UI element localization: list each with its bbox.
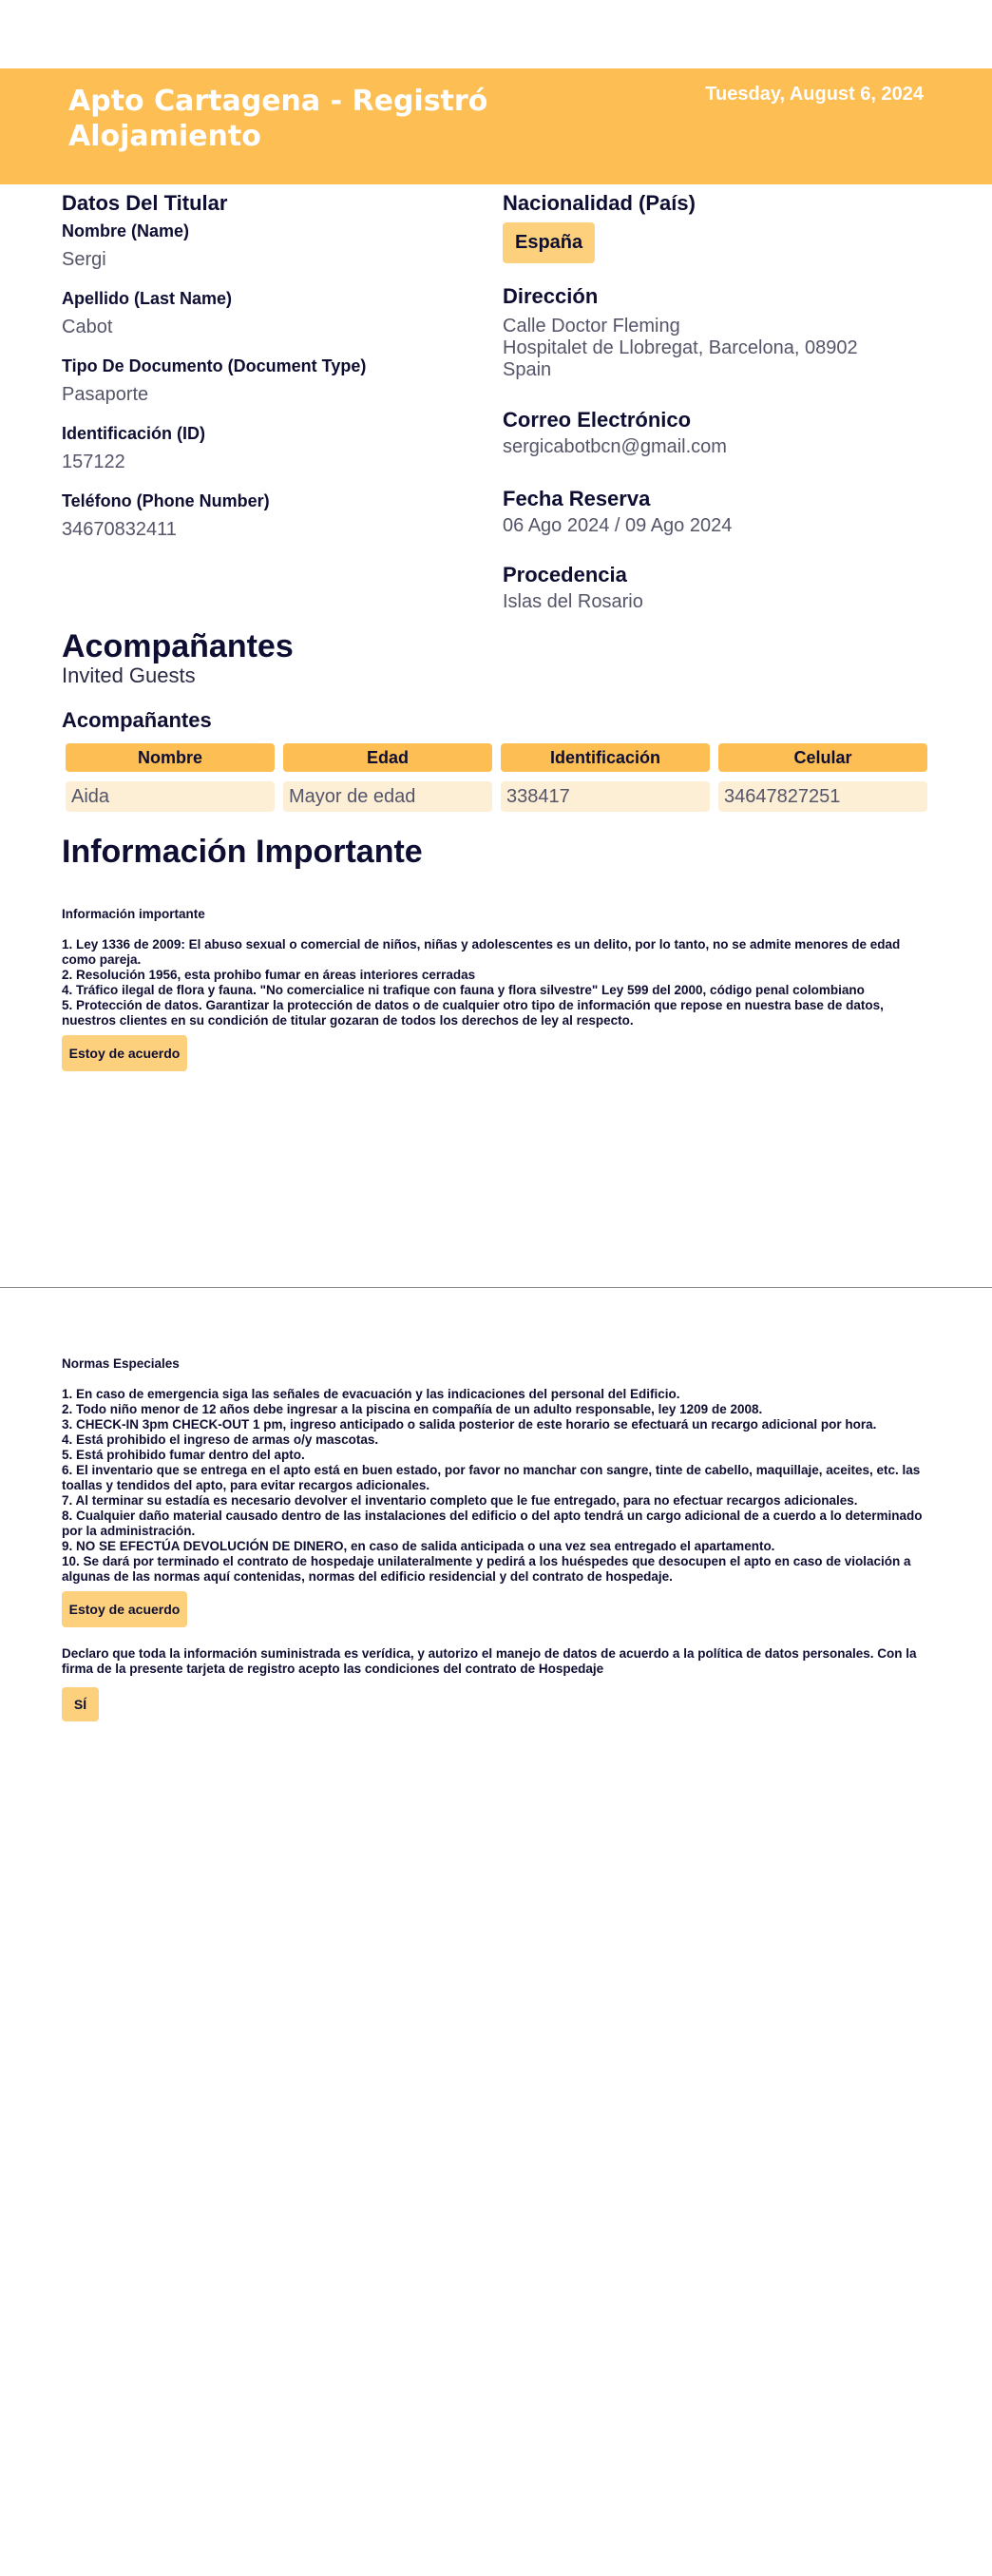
- table-row: [62, 781, 931, 812]
- info-notice: [62, 907, 936, 1028]
- fecha-reserva-value: 06 Ago 2024 / 09 Ago 2024: [503, 515, 733, 536]
- normas-line-1: 1. En caso de emergencia siga las señales de evacuación y las indicaciones del personal del Edificio.: [62, 1387, 680, 1401]
- cell-nombre: Aida: [66, 781, 275, 812]
- identificacion-label: Identificación (ID): [62, 424, 206, 443]
- normas-line-2: 2. Todo niño menor de 12 años debe ingresar a la piscina en compañía de un adulto responsable, ley 1209 de 2008.: [62, 1402, 763, 1416]
- identificacion-value: 157122: [62, 452, 125, 472]
- table-header: [62, 743, 931, 772]
- direccion-line-1: Calle Doctor Fleming: [503, 316, 680, 336]
- acompanantes-table-title: Acompañantes: [62, 708, 212, 732]
- info-line-2: 2. Resolución 1956, esta prohibo fumar en áreas interiores cerradas: [62, 968, 476, 982]
- correo-label: Correo Electrónico: [503, 408, 692, 432]
- acompanantes-title: Acompañantes: [62, 628, 294, 664]
- apellido-value: Cabot: [62, 317, 113, 337]
- page-title: Apto Cartagena - Registró Alojamiento: [68, 85, 488, 153]
- nacionalidad-value: España: [503, 222, 595, 263]
- normas-line-3: 3. CHECK-IN 3pm CHECK-OUT 1 pm, ingreso anticipado o salida posterior de este horario se efectuará un recargo adicional por hora.: [62, 1417, 877, 1432]
- normas-line-5: 5. Está prohibido fumar dentro del apto.: [62, 1448, 305, 1462]
- acompanantes-subtitle: Invited Guests: [62, 663, 196, 687]
- direccion-label: Dirección: [503, 284, 599, 308]
- procedencia-value: Islas del Rosario: [503, 591, 643, 612]
- declaracion-yes-button[interactable]: SÍ: [62, 1687, 99, 1721]
- normas-notice: [62, 1356, 936, 1585]
- column-header-celular: Celular: [718, 743, 927, 772]
- page-divider: [0, 1287, 992, 1288]
- nacionalidad-label: Nacionalidad (País): [503, 191, 696, 215]
- header-banner: [0, 68, 992, 184]
- info-line-1: 1. Ley 1336 de 2009: El abuso sexual o comercial de niños, niñas y adolescentes es un delito, por lo tanto, no se admite menores de edad como pareja.: [62, 937, 901, 967]
- normas-agree-button[interactable]: Estoy de acuerdo: [62, 1591, 187, 1627]
- normas-line-7: 7. Al terminar su estadía es necesario devolver el inventario completo que le fue entregado, para no efectuar recargos adicionales.: [62, 1493, 858, 1508]
- normas-heading: Normas Especiales: [62, 1356, 180, 1371]
- info-line-3: 4. Tráfico ilegal de flora y fauna. "No comercialice ni trafique con fauna y flora silvestre" Ley 599 del 2000, código penal colombiano: [62, 983, 865, 997]
- declaracion-text: Declaro que toda la información suministrada es verídica, y autorizo el manejo de datos de acuerdo a la política de datos personales. Con la firma de la presente tarjeta de registro acepto las condiciones del contrato de Hospedaje: [62, 1646, 917, 1676]
- acompanantes-table: [62, 743, 931, 812]
- direccion-line-3: Spain: [503, 359, 552, 380]
- normas-line-9: 9. NO SE EFECTÚA DEVOLUCIÓN DE DINERO, en caso de salida anticipada o una vez sea entregado el apartamento.: [62, 1539, 775, 1553]
- apellido-label: Apellido (Last Name): [62, 289, 233, 308]
- nacionalidad-chip: [503, 222, 595, 263]
- direccion-line-2: Hospitalet de Llobregat, Barcelona, 08902: [503, 337, 858, 358]
- info-title: Información Importante: [62, 834, 423, 870]
- column-header-nombre: Nombre: [66, 743, 275, 772]
- tipo-documento-label: Tipo De Documento (Document Type): [62, 356, 367, 375]
- correo-value: sergicabotbcn@gmail.com: [503, 436, 727, 457]
- telefono-value: 34670832411: [62, 519, 177, 540]
- column-header-identificacion: Identificación: [501, 743, 710, 772]
- column-header-edad: Edad: [283, 743, 492, 772]
- info-agree-button[interactable]: Estoy de acuerdo: [62, 1035, 187, 1071]
- telefono-label: Teléfono (Phone Number): [62, 491, 270, 510]
- fecha-reserva-label: Fecha Reserva: [503, 487, 651, 510]
- cell-celular: 34647827251: [718, 781, 927, 812]
- normas-line-6: 6. El inventario que se entrega en el apto está en buen estado, por favor no manchar con sangre, tinte de cabello, maquillaje, aceites, etc. las toallas y tendidos del apto, para evitar recargos adicionales.: [62, 1463, 921, 1492]
- normas-line-8: 8. Cualquier daño material causado dentro de las instalaciones del edificio o del apto tendrá un cargo adicional de a cuerdo a lo determinado por la administración.: [62, 1509, 923, 1538]
- nombre-value: Sergi: [62, 249, 106, 270]
- normas-line-10: 10. Se dará por terminado el contrato de hospedaje unilateralmente y pedirá a los huéspedes que desocupen el apto en caso de violación a algunas de las normas aquí contenidas, normas del edificio residencial y del contrato de hospedaje.: [62, 1554, 911, 1584]
- header-date: Tuesday, August 6, 2024: [705, 84, 924, 105]
- procedencia-label: Procedencia: [503, 563, 627, 586]
- tipo-documento-value: Pasaporte: [62, 384, 149, 405]
- titular-title: Datos Del Titular: [62, 191, 228, 215]
- normas-line-4: 4. Está prohibido el ingreso de armas o/y mascotas.: [62, 1432, 379, 1447]
- cell-edad: Mayor de edad: [283, 781, 492, 812]
- info-line-4: 5. Protección de datos. Garantizar la protección de datos o de cualquier otro tipo de información que repose en nuestra base de datos, nuestros clientes en su condición de titular gozaran de todos los derechos de ley al respecto.: [62, 998, 884, 1028]
- info-heading: Información importante: [62, 907, 205, 921]
- cell-identificacion: 338417: [501, 781, 710, 812]
- nombre-label: Nombre (Name): [62, 221, 190, 240]
